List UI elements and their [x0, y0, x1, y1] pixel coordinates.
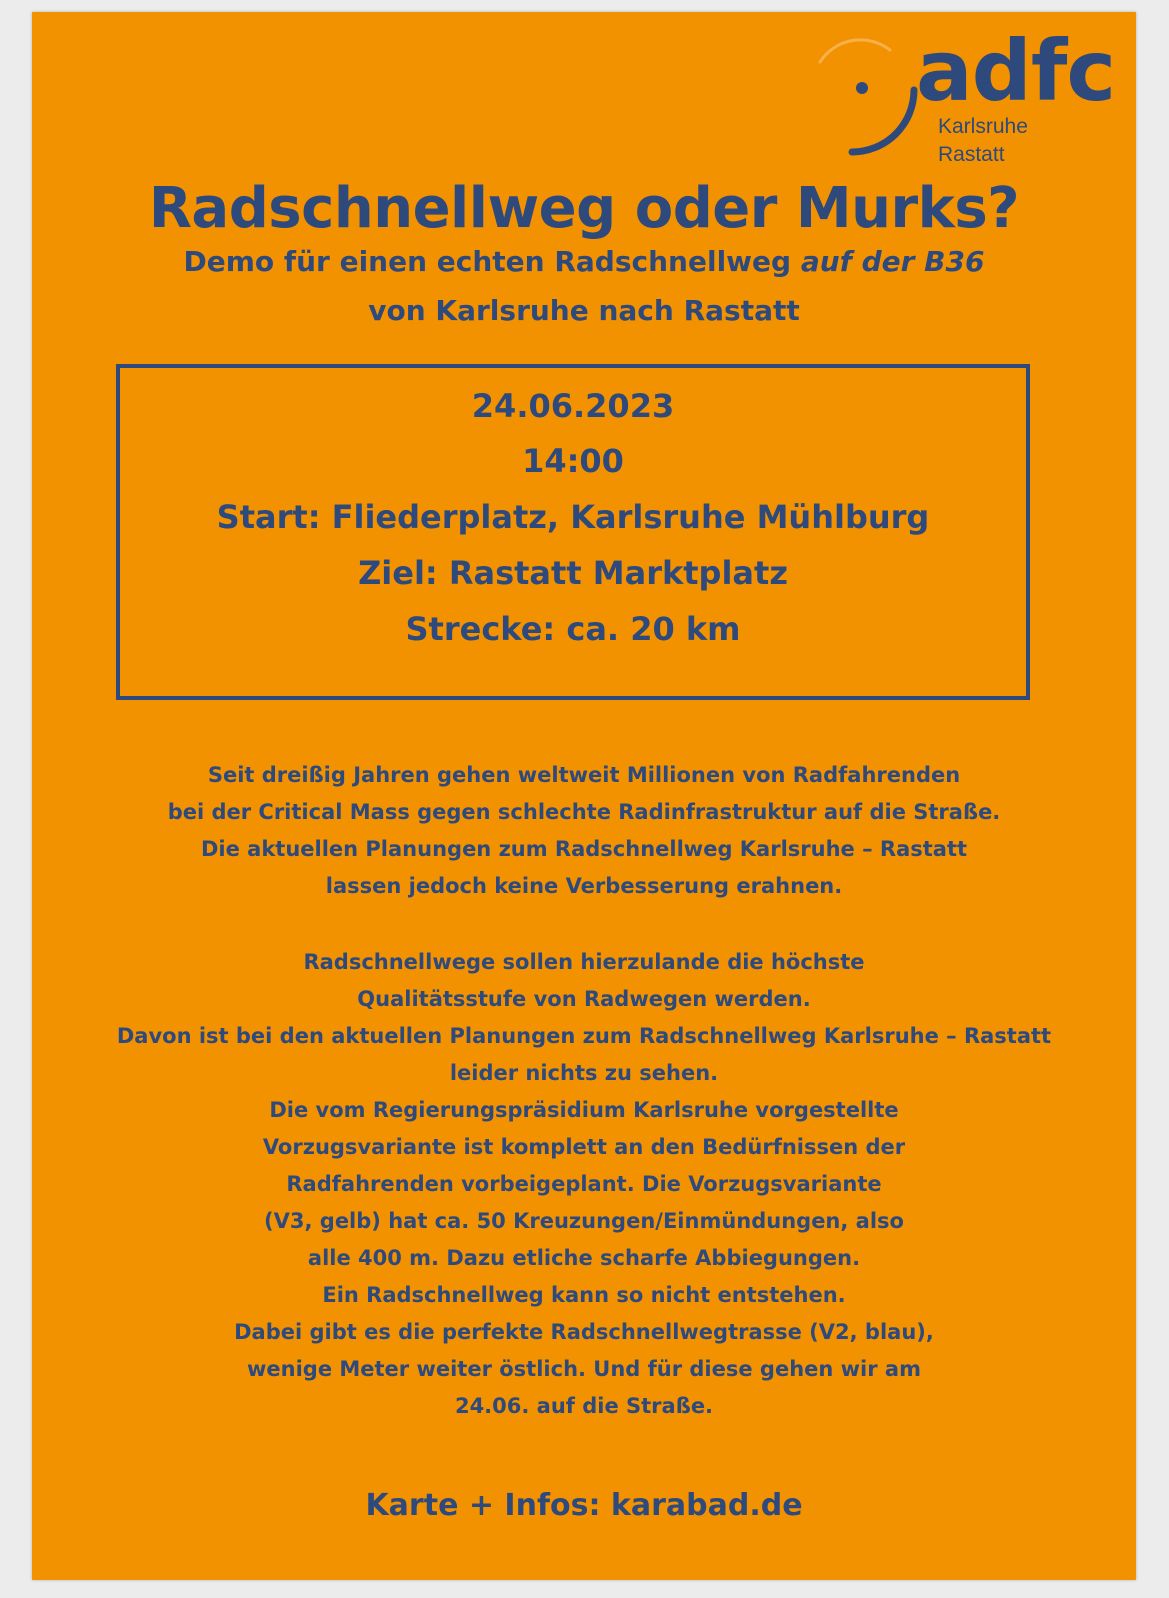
- subtitle-regular-text: Demo für einen echten Radschnellweg: [183, 245, 801, 278]
- paragraph-line: lassen jedoch keine Verbesserung erahnen.: [325, 874, 843, 898]
- flyer-poster: [32, 12, 1136, 1580]
- event-info-box: [116, 364, 1030, 700]
- logo-wordmark: adfc: [916, 22, 1116, 120]
- paragraph-line: Die vom Regierungspräsidium Karlsruhe vorgestellte: [269, 1098, 899, 1122]
- paragraph-critical-mass: [32, 757, 1136, 905]
- paragraph-line: Davon ist bei den aktuellen Planungen zum Radschnellweg Karlsruhe – Rastatt: [116, 1024, 1052, 1048]
- paragraph-line: leider nichts zu sehen.: [449, 1061, 719, 1085]
- event-finish: Ziel: Rastatt Marktplatz: [358, 554, 788, 592]
- paragraph-line: Radfahrenden vorbeigeplant. Die Vorzugsvariante: [286, 1172, 882, 1196]
- event-start: Start: Fliederplatz, Karlsruhe Mühlburg: [216, 498, 930, 536]
- paragraph-line: Radschnellwege sollen hierzulande die höchste: [303, 950, 865, 974]
- event-time: 14:00: [522, 442, 624, 480]
- paragraph-planning-critique: [32, 944, 1136, 1425]
- paragraph-line: alle 400 m. Dazu etliche scharfe Abbiegungen.: [307, 1246, 861, 1270]
- subtitle-line-2: von Karlsruhe nach Rastatt: [368, 294, 800, 327]
- paragraph-line: Seit dreißig Jahren gehen weltweit Millionen von Radfahrenden: [207, 763, 961, 787]
- logo-region-line-1: Karlsruhe: [938, 115, 1028, 138]
- adfc-logo: [790, 22, 1130, 172]
- event-date: 24.06.2023: [471, 387, 675, 425]
- paragraph-line: wenige Meter weiter östlich. Und für diese gehen wir am: [247, 1357, 921, 1381]
- paragraph-line: Vorzugsvariante ist komplett an den Bedürfnissen der: [262, 1135, 906, 1159]
- event-distance: Strecke: ca. 20 km: [405, 610, 741, 648]
- logo-region-line-2: Rastatt: [938, 143, 1005, 166]
- adfc-wheel-icon: [790, 22, 930, 162]
- paragraph-line: bei der Critical Mass gegen schlechte Radinfrastruktur auf die Straße.: [167, 800, 1001, 824]
- paragraph-line: Ein Radschnellweg kann so nicht entstehen.: [322, 1283, 846, 1307]
- subtitle-line-1: [32, 238, 1136, 286]
- flyer-title: Radschnellweg oder Murks?: [148, 176, 1020, 241]
- paragraph-line: 24.06. auf die Straße.: [454, 1394, 714, 1418]
- paragraph-line: (V3, gelb) hat ca. 50 Kreuzungen/Einmündungen, also: [264, 1209, 904, 1233]
- footer-website: Karte + Infos: karabad.de: [365, 1488, 803, 1523]
- paragraph-line: Die aktuellen Planungen zum Radschnellweg Karlsruhe – Rastatt: [200, 837, 968, 861]
- paragraph-line: Dabei gibt es die perfekte Radschnellwegtrasse (V2, blau),: [234, 1320, 934, 1344]
- paragraph-line: Qualitätsstufe von Radwegen werden.: [357, 987, 811, 1011]
- subtitle-italic-text: auf der B36: [800, 245, 985, 278]
